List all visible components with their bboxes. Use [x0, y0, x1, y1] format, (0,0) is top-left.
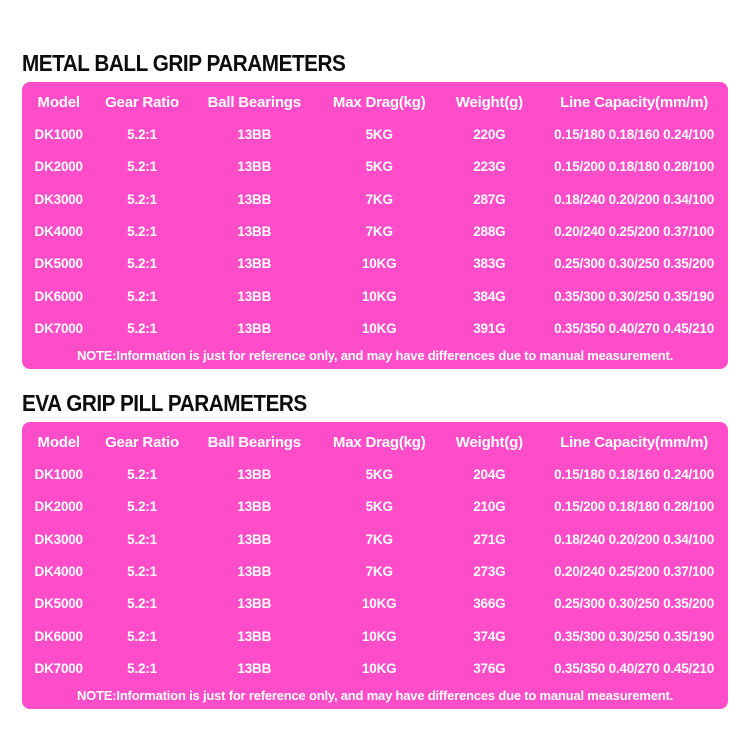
table-cell: DK4000: [34, 223, 83, 239]
table-cell: 0.15/180 0.18/160 0.24/100: [554, 466, 715, 482]
eva-grip-pill-section: [22, 390, 728, 709]
column-header: Weight(g): [455, 433, 523, 451]
column-header: Max Drag(kg): [332, 433, 426, 451]
table-cell: 10KG: [361, 628, 397, 644]
table-cell: 273G: [473, 563, 506, 579]
table-row: [22, 118, 728, 150]
table-cell: 271G: [473, 531, 506, 547]
table-cell: 0.25/300 0.30/250 0.35/200: [554, 596, 715, 612]
table-cell: 13BB: [237, 321, 272, 337]
metal-ball-grip-title: METAL BALL GRIP PARAMETERS: [22, 50, 346, 76]
table-cell: 13BB: [237, 661, 272, 677]
table-cell: 384G: [473, 288, 506, 304]
table-cell: 13BB: [237, 191, 272, 207]
table-cell: 383G: [473, 256, 506, 272]
table-cell: DK3000: [34, 531, 83, 547]
table-cell: 7KG: [365, 191, 393, 207]
table-cell: 0.20/240 0.25/200 0.37/100: [554, 563, 715, 579]
table-cell: 5KG: [365, 126, 393, 142]
table-cell: 7KG: [365, 223, 393, 239]
table-cell: DK6000: [34, 288, 83, 304]
table-cell: 7KG: [365, 531, 393, 547]
column-header: Ball Bearings: [207, 433, 301, 451]
table-row: [22, 458, 728, 490]
table-row: [22, 215, 728, 247]
table-cell: 13BB: [237, 596, 272, 612]
column-header: Gear Ratio: [105, 433, 179, 451]
table-cell: 13BB: [237, 159, 272, 175]
table-cell: 5.2:1: [127, 223, 157, 239]
table-cell: 7KG: [365, 563, 393, 579]
table-cell: 13BB: [237, 288, 272, 304]
table-cell: 0.35/350 0.40/270 0.45/210: [554, 321, 715, 337]
table-cell: DK1000: [34, 126, 83, 142]
table-cell: 13BB: [237, 126, 272, 142]
column-header: Model: [37, 93, 80, 111]
column-header: Line Capacity(mm/m): [560, 93, 709, 111]
table-cell: 5.2:1: [127, 191, 157, 207]
column-header: Weight(g): [455, 93, 523, 111]
table-cell: DK1000: [34, 466, 83, 482]
table-cell: DK7000: [34, 661, 83, 677]
table-cell: 5.2:1: [127, 661, 157, 677]
table-cell: 13BB: [237, 466, 272, 482]
table-cell: 5KG: [365, 159, 393, 175]
table-cell: 0.35/300 0.30/250 0.35/190: [554, 628, 715, 644]
table-row: [22, 183, 728, 215]
table-cell: 374G: [473, 628, 506, 644]
table-note: NOTE:Information is just for reference only, and may have differences due to manual measurement.: [76, 688, 674, 704]
table-cell: 5KG: [365, 499, 393, 515]
table-cell: 0.35/300 0.30/250 0.35/190: [554, 288, 715, 304]
table-cell: 223G: [473, 159, 506, 175]
table-cell: 5.2:1: [127, 159, 157, 175]
table-cell: 10KG: [361, 596, 397, 612]
table-cell: 220G: [473, 126, 506, 142]
table-cell: DK4000: [34, 563, 83, 579]
table-cell: 0.35/350 0.40/270 0.45/210: [554, 661, 715, 677]
table-cell: 0.20/240 0.25/200 0.37/100: [554, 223, 715, 239]
table-cell: 5.2:1: [127, 499, 157, 515]
table-note: NOTE:Information is just for reference only, and may have differences due to manual measurement.: [76, 348, 674, 364]
column-header: Ball Bearings: [207, 93, 301, 111]
table-cell: 13BB: [237, 628, 272, 644]
table-cell: 0.18/240 0.20/200 0.34/100: [554, 191, 715, 207]
table-cell: DK3000: [34, 191, 83, 207]
table-cell: 0.15/200 0.18/180 0.28/100: [554, 499, 715, 515]
table-header-row: [22, 426, 728, 458]
column-header: Line Capacity(mm/m): [560, 433, 709, 451]
table-cell: 204G: [473, 466, 506, 482]
table-header-row: [22, 86, 728, 118]
table-cell: 10KG: [361, 321, 397, 337]
table-row: [22, 555, 728, 587]
table-row: [22, 653, 728, 685]
eva-grip-pill-table: [22, 422, 728, 709]
eva-grip-pill-title: EVA GRIP PILL PARAMETERS: [22, 390, 307, 416]
table-row: [22, 150, 728, 182]
column-header: Max Drag(kg): [332, 93, 426, 111]
table-cell: 10KG: [361, 661, 397, 677]
table-row: [22, 248, 728, 280]
table-cell: 5.2:1: [127, 321, 157, 337]
table-cell: 376G: [473, 661, 506, 677]
table-cell: 288G: [473, 223, 506, 239]
table-cell: DK6000: [34, 628, 83, 644]
table-cell: 5.2:1: [127, 628, 157, 644]
table-cell: 10KG: [361, 256, 397, 272]
table-row: [22, 490, 728, 522]
table-cell: 13BB: [237, 531, 272, 547]
table-cell: 5.2:1: [127, 531, 157, 547]
table-note-row: [22, 345, 728, 367]
column-header: Model: [37, 433, 80, 451]
table-cell: 5.2:1: [127, 288, 157, 304]
metal-ball-grip-table: [22, 82, 728, 369]
table-cell: 5.2:1: [127, 256, 157, 272]
table-row: [22, 620, 728, 652]
table-cell: 0.18/240 0.20/200 0.34/100: [554, 531, 715, 547]
table-cell: 366G: [473, 596, 506, 612]
table-row: [22, 523, 728, 555]
table-row: [22, 280, 728, 312]
table-cell: 0.15/180 0.18/160 0.24/100: [554, 126, 715, 142]
table-cell: 13BB: [237, 223, 272, 239]
table-cell: DK5000: [34, 256, 83, 272]
table-cell: DK5000: [34, 596, 83, 612]
table-cell: DK7000: [34, 321, 83, 337]
table-cell: 5KG: [365, 466, 393, 482]
table-note-row: [22, 685, 728, 707]
table-row: [22, 588, 728, 620]
metal-ball-grip-section: [22, 50, 728, 369]
table-cell: 0.15/200 0.18/180 0.28/100: [554, 159, 715, 175]
table-row: [22, 313, 728, 345]
table-cell: 13BB: [237, 256, 272, 272]
table-cell: 5.2:1: [127, 596, 157, 612]
table-cell: 10KG: [361, 288, 397, 304]
table-cell: DK2000: [34, 499, 83, 515]
table-cell: 210G: [473, 499, 506, 515]
table-cell: 287G: [473, 191, 506, 207]
table-cell: 0.25/300 0.30/250 0.35/200: [554, 256, 715, 272]
table-cell: 13BB: [237, 499, 272, 515]
table-cell: 391G: [473, 321, 506, 337]
column-header: Gear Ratio: [105, 93, 179, 111]
table-cell: 13BB: [237, 563, 272, 579]
table-cell: 5.2:1: [127, 563, 157, 579]
table-cell: DK2000: [34, 159, 83, 175]
table-cell: 5.2:1: [127, 466, 157, 482]
table-cell: 5.2:1: [127, 126, 157, 142]
